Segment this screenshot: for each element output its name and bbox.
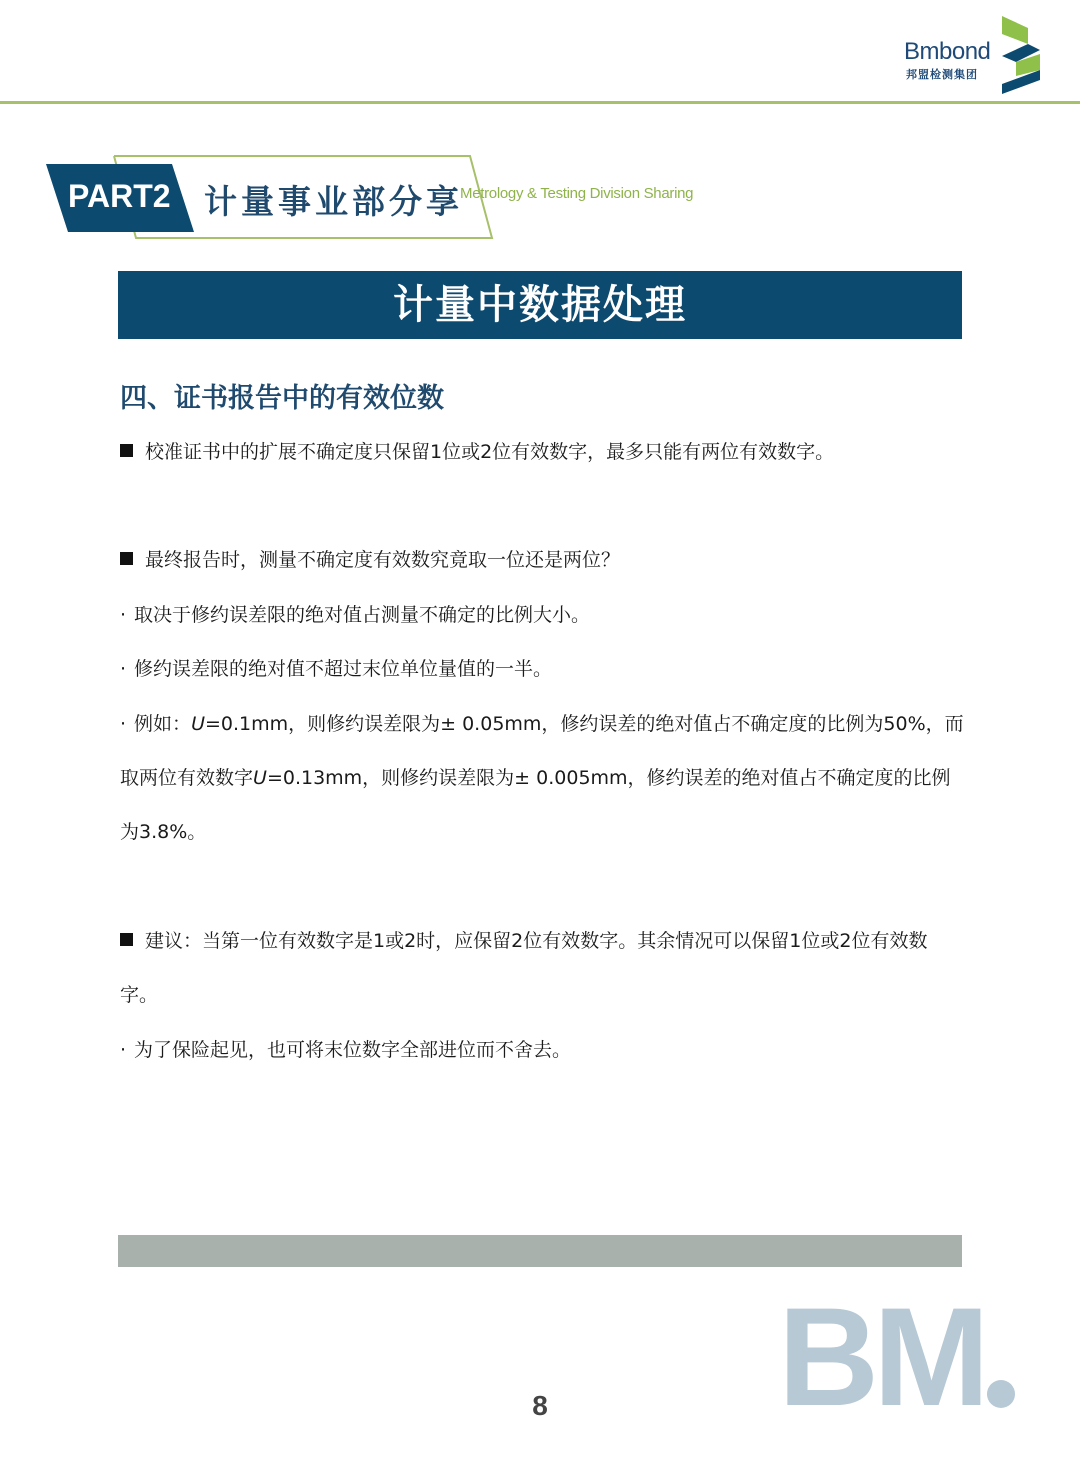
dot-bullet-icon: · bbox=[120, 604, 127, 626]
square-bullet-icon bbox=[120, 552, 133, 565]
example-label: 例如： bbox=[134, 713, 192, 735]
paragraph-text: 修约误差限的绝对值不超过末位单位量值的一半。 bbox=[134, 658, 553, 680]
part-subtitle: Metrology & Testing Division Sharing bbox=[460, 185, 694, 202]
variable-u: U bbox=[253, 767, 267, 789]
paragraph-text: 取决于修约误差限的绝对值占测量不确定的比例大小。 bbox=[134, 604, 591, 626]
paragraph-6 bbox=[120, 914, 965, 1022]
paragraph-text: 建议：当第一位有效数字是1或2时，应保留2位有效数字。其余情况可以保留1位或2位有效数字。 bbox=[120, 930, 928, 1006]
part-banner bbox=[44, 152, 724, 244]
page-title: 计量中数据处理 bbox=[393, 282, 687, 328]
logo-text-en: Bmbond bbox=[904, 38, 991, 65]
paragraph-text: 最终报告时，测量不确定度有效数究竟取一位还是两位？ bbox=[145, 549, 621, 571]
dot-bullet-icon: · bbox=[120, 1039, 127, 1061]
watermark-dot-icon bbox=[987, 1380, 1015, 1408]
paragraph-text: 为了保险起见，也可将末位数字全部进位而不舍去。 bbox=[134, 1039, 572, 1061]
title-bar bbox=[118, 271, 962, 339]
variable-u: U bbox=[191, 713, 205, 735]
square-bullet-icon bbox=[120, 933, 133, 946]
paragraph-text: =0.1mm，则修约误差限为± 0.05mm，修约误差的绝对值占不确定度的比例为50%，而取两位有效数字 bbox=[120, 713, 964, 789]
footer-bar bbox=[118, 1235, 962, 1267]
logo-text-cn: 邦盟检测集团 bbox=[906, 68, 978, 81]
part-tag: PART2 bbox=[68, 178, 171, 214]
paragraph-7 bbox=[120, 1023, 965, 1077]
part-title: 计量事业部分享 bbox=[204, 182, 463, 221]
paragraph-text: 校准证书中的扩展不确定度只保留1位或2位有效数字，最多只能有两位有效数字。 bbox=[145, 441, 835, 463]
paragraph-4 bbox=[120, 642, 965, 696]
bm-watermark: BM bbox=[778, 1278, 984, 1435]
page-number: 8 bbox=[532, 1390, 548, 1421]
bmbond-logo bbox=[900, 14, 1050, 94]
page-header bbox=[0, 0, 1080, 104]
paragraph-1 bbox=[120, 425, 965, 479]
dot-bullet-icon: · bbox=[120, 658, 127, 680]
dot-bullet-icon: · bbox=[120, 713, 127, 735]
paragraph-2 bbox=[120, 533, 965, 587]
square-bullet-icon bbox=[120, 444, 133, 457]
paragraph-text: =0.13mm，则修约误差限为± 0.005mm，修约误差的绝对值占不确定度的比例为3.8%。 bbox=[120, 767, 951, 843]
paragraph-3 bbox=[120, 588, 965, 642]
paragraph-5-example bbox=[120, 697, 965, 859]
logo-b-icon bbox=[998, 14, 1042, 94]
section-heading: 四、证书报告中的有效位数 bbox=[120, 383, 444, 414]
header-divider bbox=[0, 101, 1080, 104]
